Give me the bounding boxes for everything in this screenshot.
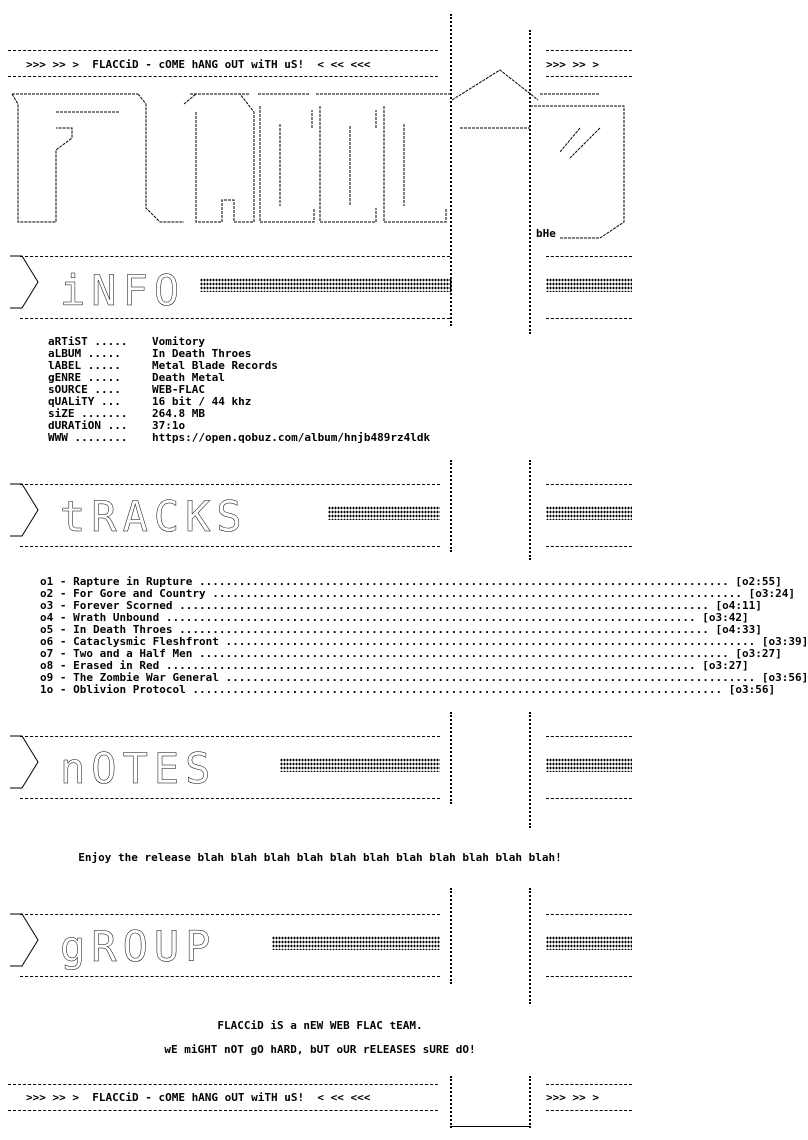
- footer-top-rule-right: [546, 1084, 632, 1085]
- group-line-1: FLACCiD iS a nEW WEB FLAC tEAM.: [217, 1019, 423, 1032]
- banner-top-rule: [8, 50, 438, 51]
- info-dots: [200, 278, 452, 292]
- track-number: o2: [40, 587, 54, 600]
- track-duration: [o3:27]: [695, 659, 749, 672]
- logo-tag: bHe: [536, 227, 556, 240]
- tracks-header-bottom-rule-right: [546, 546, 632, 547]
- track-separator: -: [53, 635, 74, 648]
- info-value: Metal Blade Records: [152, 359, 278, 372]
- group-header-top-rule: [20, 914, 440, 915]
- track-duration: [o4:11]: [708, 599, 762, 612]
- info-key: siZE .......: [48, 407, 128, 420]
- track-duration: [o3:42]: [695, 611, 749, 624]
- info-key: gENRE .....: [48, 371, 121, 384]
- footer-cap-rule: [452, 1126, 530, 1127]
- group-line-2: wE miGHT nOT gO hARD, bUT oUR rELEASES sURE dO!: [164, 1043, 476, 1056]
- info-row: [48, 432, 430, 444]
- banner-bottom-rule-right: [546, 76, 632, 77]
- tracks-dots: [328, 506, 440, 520]
- track-separator: -: [53, 587, 74, 600]
- footer-top-rule: [8, 1084, 438, 1085]
- chevron-right-icon: [8, 910, 48, 970]
- track-number: 1o: [40, 683, 54, 696]
- footer-banner-text-right: >>> >> >: [546, 1091, 599, 1104]
- info-header-top-rule-right: [546, 256, 632, 257]
- track-number: o9: [40, 671, 54, 684]
- track-separator: -: [53, 575, 74, 588]
- track-duration: [o4:33]: [708, 623, 762, 636]
- footer-divider-right: [529, 1076, 531, 1128]
- info-value: Death Metal: [152, 371, 225, 384]
- notes-divider-right: [529, 712, 531, 828]
- track-leader: ................................................................................: [165, 659, 696, 672]
- info-key: qUALiTY ...: [48, 395, 121, 408]
- track-separator: -: [53, 611, 74, 624]
- track-duration: [o3:39]: [755, 635, 808, 648]
- track-separator: -: [53, 647, 74, 660]
- tracks-divider-right: [529, 460, 531, 560]
- track-leader: ................................................................................: [198, 575, 729, 588]
- track-separator: -: [53, 623, 74, 636]
- info-value: Vomitory: [152, 335, 205, 348]
- track-title: Wrath Unbound: [73, 611, 166, 624]
- chevron-right-icon: [8, 252, 48, 312]
- info-key: aLBUM .....: [48, 347, 121, 360]
- track-number: o4: [40, 611, 54, 624]
- banner-text: >>> >> > FLACCiD - cOME hANG oUT wiTH uS! < << <<<: [26, 58, 371, 71]
- footer-banner-text: >>> >> > FLACCiD - cOME hANG oUT wiTH uS! < << <<<: [26, 1091, 371, 1104]
- info-value: WEB-FLAC: [152, 383, 205, 396]
- group-header-bottom-rule: [20, 976, 440, 977]
- track-leader: ................................................................................: [212, 587, 743, 600]
- notes-dots: [280, 758, 440, 772]
- chevron-right-icon: [8, 480, 48, 540]
- info-block: [48, 336, 430, 444]
- track-separator: -: [53, 671, 74, 684]
- info-value[interactable]: https://open.qobuz.com/album/hnjb489rz4ldk: [152, 431, 431, 444]
- footer-bottom-rule: [8, 1110, 438, 1111]
- track-duration: [o3:56]: [755, 671, 808, 684]
- track-leader: ................................................................................: [192, 683, 723, 696]
- tracks-dots-right: [546, 506, 632, 520]
- group-divider-right: [529, 888, 531, 1004]
- track-leader: ................................................................................: [198, 647, 729, 660]
- info-dots-right: [546, 278, 632, 292]
- track-title: Forever Scorned: [73, 599, 180, 612]
- section-title-tracks: tRACKS: [60, 492, 248, 541]
- track-separator: -: [53, 683, 74, 696]
- track-separator: -: [53, 599, 74, 612]
- section-title-group: gROUP: [60, 922, 217, 971]
- track-number: o7: [40, 647, 54, 660]
- track-leader: ................................................................................: [165, 611, 696, 624]
- banner-top-rule-right: [546, 50, 632, 51]
- group-dots: [272, 936, 440, 950]
- notes-header-top-rule-right: [546, 736, 632, 737]
- group-divider-left: [450, 888, 452, 984]
- chevron-right-icon: [8, 732, 48, 792]
- info-value: 37:1o: [152, 419, 186, 432]
- info-header-top-rule: [20, 256, 450, 257]
- track-title: For Gore and Country: [73, 587, 213, 600]
- info-key: dURATiON ...: [48, 419, 128, 432]
- track-leader: ................................................................................: [225, 635, 756, 648]
- tracks-header-bottom-rule: [20, 546, 440, 547]
- footer-bottom-rule-right: [546, 1110, 632, 1111]
- track-title: Oblivion Protocol: [73, 683, 193, 696]
- info-key: sOURCE ....: [48, 383, 121, 396]
- track-leader: ................................................................................: [225, 671, 756, 684]
- notes-text: Enjoy the release blah blah blah blah blah blah blah blah blah blah blah!: [78, 851, 562, 864]
- notes-header-bottom-rule-right: [546, 798, 632, 799]
- footer-divider-left: [450, 1076, 452, 1128]
- notes-divider-left: [450, 712, 452, 804]
- info-value: 16 bit / 44 khz: [152, 395, 252, 408]
- track-list: [40, 575, 808, 696]
- track-row: [40, 683, 776, 696]
- track-duration: [o2:55]: [728, 575, 782, 588]
- track-title: Erased in Red: [73, 659, 166, 672]
- tracks-divider-left: [450, 460, 452, 552]
- track-number: o6: [40, 635, 54, 648]
- track-leader: ................................................................................: [179, 599, 709, 612]
- banner-bottom-rule: [8, 76, 438, 77]
- flaccid-logo: [0, 88, 640, 248]
- track-number: o3: [40, 599, 54, 612]
- notes-header-bottom-rule: [20, 798, 440, 799]
- notes-dots-right: [546, 758, 632, 772]
- group-dots-right: [546, 936, 632, 950]
- tracks-header-top-rule-right: [546, 484, 632, 485]
- section-title-info: iNFO: [60, 266, 186, 315]
- info-key: WWW ........: [48, 431, 128, 444]
- track-number: o1: [40, 575, 54, 588]
- info-key: lABEL .....: [48, 359, 121, 372]
- group-header-top-rule-right: [546, 914, 632, 915]
- info-header-bottom-rule-right: [546, 318, 632, 319]
- track-number: o5: [40, 623, 54, 636]
- track-title: Two and a Half Men: [73, 647, 199, 660]
- track-leader: ................................................................................: [179, 623, 709, 636]
- group-header-bottom-rule-right: [546, 976, 632, 977]
- banner-text-right: >>> >> >: [546, 58, 599, 71]
- info-value: In Death Throes: [152, 347, 252, 360]
- track-title: Cataclysmic Fleshfront: [73, 635, 226, 648]
- track-separator: -: [53, 659, 74, 672]
- info-header-bottom-rule: [20, 318, 450, 319]
- track-number: o8: [40, 659, 54, 672]
- tracks-header-top-rule: [20, 484, 440, 485]
- track-duration: [o3:24]: [742, 587, 795, 600]
- info-value: 264.8 MB: [152, 407, 205, 420]
- track-duration: [o3:56]: [722, 683, 776, 696]
- track-title: The Zombie War General: [73, 671, 226, 684]
- section-title-notes: nOTES: [60, 744, 217, 793]
- track-title: In Death Throes: [73, 623, 180, 636]
- info-key: aRTiST .....: [48, 335, 128, 348]
- track-title: Rapture in Rupture: [73, 575, 199, 588]
- notes-header-top-rule: [20, 736, 440, 737]
- track-duration: [o3:27]: [728, 647, 782, 660]
